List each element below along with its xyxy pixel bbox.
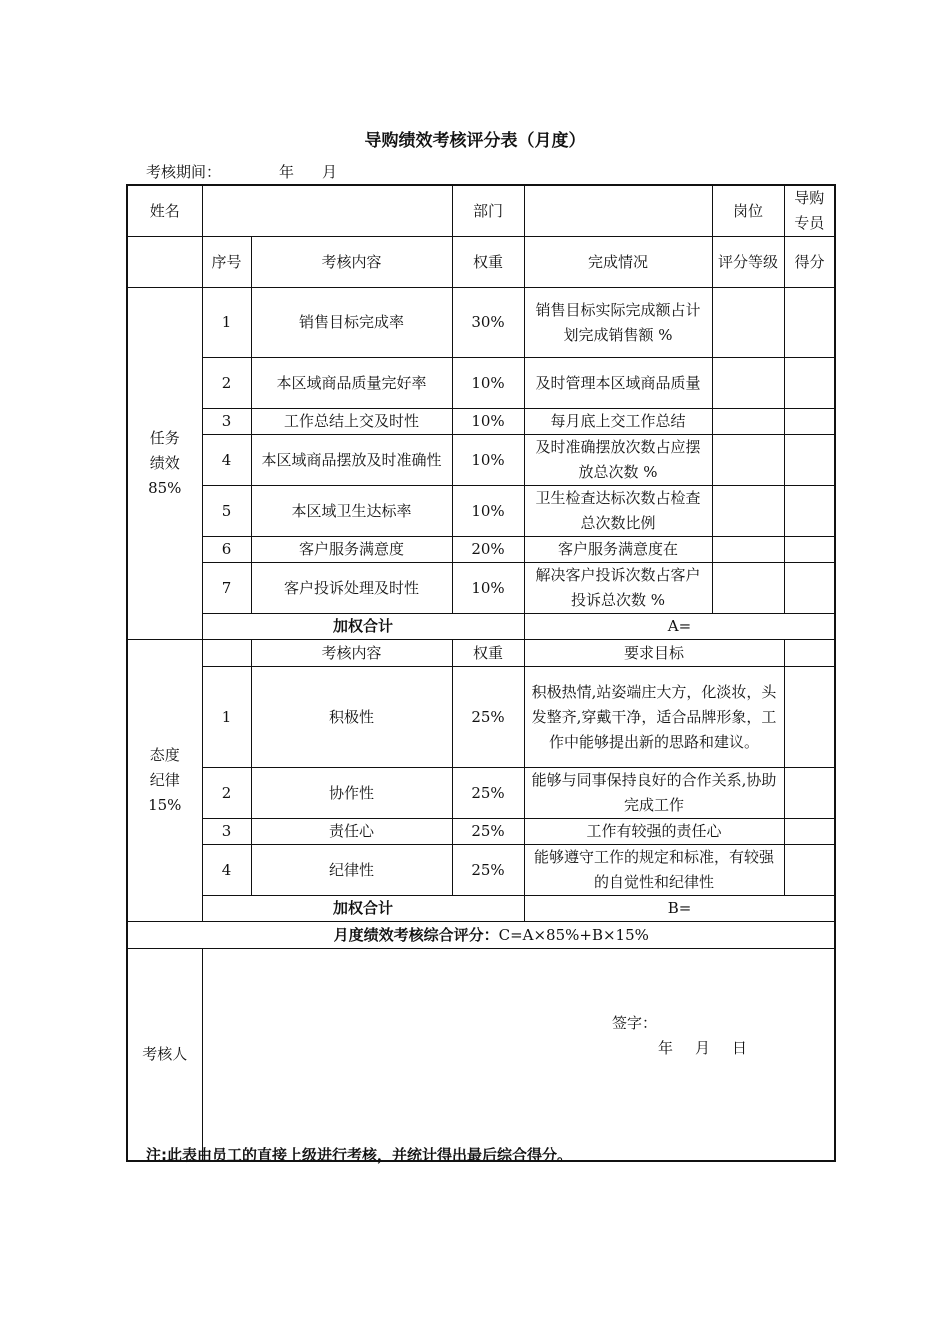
attitude-score-cell[interactable] xyxy=(784,819,835,845)
dept-label: 部门 xyxy=(452,185,524,237)
review-period xyxy=(146,161,337,182)
task-score-cell[interactable] xyxy=(784,435,835,486)
dept-field[interactable] xyxy=(524,185,712,237)
attitude-no: 2 xyxy=(202,768,251,819)
task-row xyxy=(127,288,835,358)
task-score-cell[interactable] xyxy=(784,563,835,614)
reviewer-label: 考核人 xyxy=(127,949,202,1161)
task-grade-cell[interactable] xyxy=(712,358,784,409)
task-row xyxy=(127,435,835,486)
task-grade-cell[interactable] xyxy=(712,563,784,614)
task-weight: 10% xyxy=(452,409,524,435)
attitude-target-header: 要求目标 xyxy=(524,640,784,667)
attitude-total-value: B= xyxy=(524,896,835,922)
task-completion: 及时准确摆放次数占应摆放总次数 % xyxy=(524,435,712,486)
attitude-no: 1 xyxy=(202,667,251,768)
score-header: 得分 xyxy=(784,237,835,288)
task-content: 客户投诉处理及时性 xyxy=(251,563,452,614)
overall-score xyxy=(127,922,835,949)
attitude-target: 能够与同事保持良好的合作关系,协助完成工作 xyxy=(524,768,784,819)
attitude-row xyxy=(127,667,835,768)
attitude-score-cell[interactable] xyxy=(784,667,835,768)
task-weight: 10% xyxy=(452,486,524,537)
position-value: 导购专员 xyxy=(784,185,835,237)
overall-formula: C=A×85%+B×15% xyxy=(498,925,649,944)
attitude-row xyxy=(127,768,835,819)
name-field[interactable] xyxy=(202,185,452,237)
date-year: 年 xyxy=(658,1039,674,1057)
task-score-cell[interactable] xyxy=(784,409,835,435)
task-completion: 销售目标实际完成额占计划完成销售额 % xyxy=(524,288,712,358)
task-weight: 10% xyxy=(452,435,524,486)
task-row xyxy=(127,409,835,435)
task-score-cell[interactable] xyxy=(784,288,835,358)
overall-label: 月度绩效考核综合评分： xyxy=(333,925,499,944)
attitude-target: 能够遵守工作的规定和标准，有较强的自觉性和纪律性 xyxy=(524,845,784,896)
period-label: 考核期间： xyxy=(146,163,222,181)
completion-header: 完成情况 xyxy=(524,237,712,288)
task-content: 本区域商品质量完好率 xyxy=(251,358,452,409)
task-completion: 卫生检查达标次数占检查总次数比例 xyxy=(524,486,712,537)
form-title: 导购绩效考核评分表（月度） xyxy=(364,131,586,151)
task-category-percent: 85% xyxy=(148,479,182,497)
task-weight: 10% xyxy=(452,358,524,409)
attitude-weight-header: 权重 xyxy=(452,640,524,667)
attitude-score-cell[interactable] xyxy=(784,845,835,896)
attitude-target: 工作有较强的责任心 xyxy=(524,819,784,845)
grade-header: 评分等级 xyxy=(712,237,784,288)
attitude-no: 3 xyxy=(202,819,251,845)
date-day: 日 xyxy=(732,1039,748,1057)
task-grade-cell[interactable] xyxy=(712,288,784,358)
weight-header: 权重 xyxy=(452,237,524,288)
attitude-weight: 25% xyxy=(452,768,524,819)
task-no: 6 xyxy=(202,537,251,563)
task-weight: 10% xyxy=(452,563,524,614)
footer-note: 注:此表由员工的直接上级进行考核，并统计得出最后综合得分。 xyxy=(146,1146,573,1164)
overall-row xyxy=(127,922,835,949)
task-header-row xyxy=(127,237,835,288)
task-row xyxy=(127,486,835,537)
task-content: 本区域卫生达标率 xyxy=(251,486,452,537)
task-grade-cell[interactable] xyxy=(712,486,784,537)
attitude-weight: 25% xyxy=(452,845,524,896)
task-total-row xyxy=(127,614,835,640)
task-completion: 每月底上交工作总结 xyxy=(524,409,712,435)
attitude-category xyxy=(127,640,202,922)
seq-header: 序号 xyxy=(202,237,251,288)
appraisal-table xyxy=(126,184,836,1162)
attitude-total-row xyxy=(127,896,835,922)
task-row xyxy=(127,563,835,614)
task-completion: 及时管理本区域商品质量 xyxy=(524,358,712,409)
task-category-label: 任务绩效 xyxy=(149,429,180,472)
task-no: 4 xyxy=(202,435,251,486)
attitude-seq-empty xyxy=(202,640,251,667)
attitude-weight: 25% xyxy=(452,667,524,768)
attitude-row xyxy=(127,819,835,845)
task-category xyxy=(127,288,202,640)
task-no: 1 xyxy=(202,288,251,358)
attitude-content: 积极性 xyxy=(251,667,452,768)
task-completion: 客户服务满意度在 xyxy=(524,537,712,563)
signature-date xyxy=(658,1037,769,1058)
position-label: 岗位 xyxy=(712,185,784,237)
attitude-content-header: 考核内容 xyxy=(251,640,452,667)
task-score-cell[interactable] xyxy=(784,486,835,537)
attitude-header-row xyxy=(127,640,835,667)
task-completion: 解决客户投诉次数占客户投诉总次数 % xyxy=(524,563,712,614)
employee-info-row xyxy=(127,185,835,237)
task-total-label: 加权合计 xyxy=(202,614,524,640)
task-content: 本区域商品摆放及时准确性 xyxy=(251,435,452,486)
attitude-weight: 25% xyxy=(452,819,524,845)
attitude-score-empty xyxy=(784,640,835,667)
attitude-total-label: 加权合计 xyxy=(202,896,524,922)
period-month: 月 xyxy=(322,163,338,181)
signature-label: 签字： xyxy=(612,1014,658,1032)
attitude-content: 协作性 xyxy=(251,768,452,819)
task-grade-cell[interactable] xyxy=(712,435,784,486)
attitude-no: 4 xyxy=(202,845,251,896)
task-no: 3 xyxy=(202,409,251,435)
task-grade-cell[interactable] xyxy=(712,537,784,563)
task-content: 客户服务满意度 xyxy=(251,537,452,563)
attitude-content: 责任心 xyxy=(251,819,452,845)
task-total-value: A= xyxy=(524,614,835,640)
task-weight: 20% xyxy=(452,537,524,563)
task-no: 2 xyxy=(202,358,251,409)
name-label: 姓名 xyxy=(127,185,202,237)
attitude-content: 纪律性 xyxy=(251,845,452,896)
task-no: 7 xyxy=(202,563,251,614)
task-no: 5 xyxy=(202,486,251,537)
attitude-row xyxy=(127,845,835,896)
header-empty xyxy=(127,237,202,288)
period-year: 年 xyxy=(279,163,295,181)
task-score-cell[interactable] xyxy=(784,358,835,409)
task-content: 工作总结上交及时性 xyxy=(251,409,452,435)
date-month: 月 xyxy=(695,1039,711,1057)
attitude-category-percent: 15% xyxy=(148,796,182,814)
task-weight: 30% xyxy=(452,288,524,358)
task-row xyxy=(127,358,835,409)
task-grade-cell[interactable] xyxy=(712,409,784,435)
content-header: 考核内容 xyxy=(251,237,452,288)
attitude-target: 积极热情,站姿端庄大方，化淡妆，头发整齐,穿戴干净，适合品牌形象，工作中能够提出新的思路和建议。 xyxy=(524,667,784,768)
attitude-category-label: 态度纪律 xyxy=(149,746,180,789)
task-row xyxy=(127,537,835,563)
task-score-cell[interactable] xyxy=(784,537,835,563)
attitude-score-cell[interactable] xyxy=(784,768,835,819)
task-content: 销售目标完成率 xyxy=(251,288,452,358)
